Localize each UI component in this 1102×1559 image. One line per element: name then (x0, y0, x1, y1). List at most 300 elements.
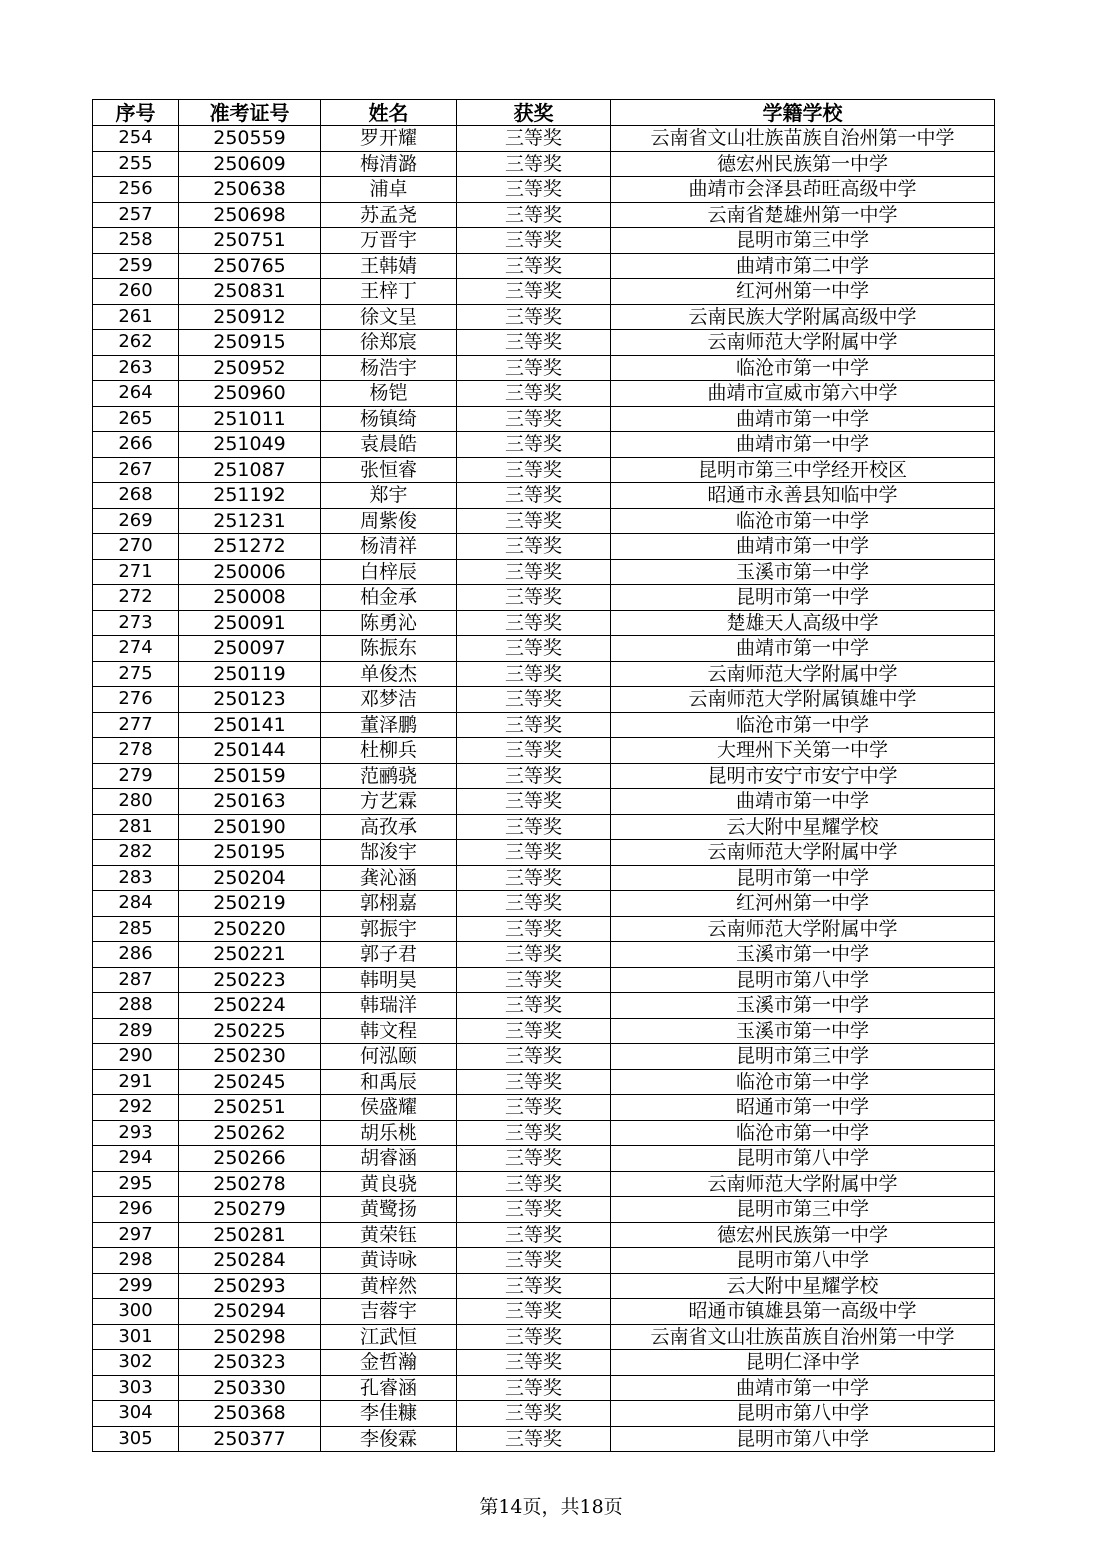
cell-award: 三等奖 (457, 406, 611, 432)
cell-exam-id: 250609 (179, 151, 321, 177)
cell-name: 郭振宇 (321, 916, 457, 942)
cell-seq: 269 (93, 508, 179, 534)
cell-name: 梅清潞 (321, 151, 457, 177)
table-row (93, 432, 995, 458)
table-row (93, 1299, 995, 1325)
table-row (93, 355, 995, 381)
cell-seq: 258 (93, 228, 179, 254)
cell-name: 吉蓉宇 (321, 1299, 457, 1325)
table-row (93, 891, 995, 917)
table-row (93, 1375, 995, 1401)
cell-school: 红河州第一中学 (611, 891, 995, 917)
table-row (93, 559, 995, 585)
table-row (93, 661, 995, 687)
table-row (93, 763, 995, 789)
cell-name: 董泽鹏 (321, 712, 457, 738)
cell-name: 周紫俊 (321, 508, 457, 534)
cell-exam-id: 250141 (179, 712, 321, 738)
table-row (93, 228, 995, 254)
table-row (93, 406, 995, 432)
cell-award: 三等奖 (457, 1171, 611, 1197)
cell-seq: 300 (93, 1299, 179, 1325)
header-school: 学籍学校 (611, 100, 995, 126)
table-row (93, 483, 995, 509)
cell-name: 范鹂骁 (321, 763, 457, 789)
cell-name: 柏金承 (321, 585, 457, 611)
cell-award: 三等奖 (457, 330, 611, 356)
cell-seq: 270 (93, 534, 179, 560)
cell-exam-id: 250294 (179, 1299, 321, 1325)
cell-exam-id: 250097 (179, 636, 321, 662)
cell-name: 黄荣钰 (321, 1222, 457, 1248)
cell-seq: 267 (93, 457, 179, 483)
table-row (93, 304, 995, 330)
cell-award: 三等奖 (457, 942, 611, 968)
cell-exam-id: 250195 (179, 840, 321, 866)
cell-school: 曲靖市第一中学 (611, 636, 995, 662)
cell-name: 李俊霖 (321, 1426, 457, 1452)
cell-exam-id: 250225 (179, 1018, 321, 1044)
cell-school: 昆明市第三中学 (611, 1197, 995, 1223)
table-row (93, 687, 995, 713)
cell-award: 三等奖 (457, 1375, 611, 1401)
cell-school: 昭通市第一中学 (611, 1095, 995, 1121)
cell-school: 曲靖市第一中学 (611, 432, 995, 458)
cell-name: 浦卓 (321, 177, 457, 203)
cell-exam-id: 250952 (179, 355, 321, 381)
cell-award: 三等奖 (457, 1197, 611, 1223)
cell-exam-id: 250144 (179, 738, 321, 764)
cell-seq: 280 (93, 789, 179, 815)
cell-exam-id: 250698 (179, 202, 321, 228)
cell-award: 三等奖 (457, 1146, 611, 1172)
cell-school: 临沧市第一中学 (611, 508, 995, 534)
cell-school: 昆明市第一中学 (611, 585, 995, 611)
cell-name: 黄诗咏 (321, 1248, 457, 1274)
cell-name: 黄鹭扬 (321, 1197, 457, 1223)
cell-school: 玉溪市第一中学 (611, 942, 995, 968)
cell-seq: 279 (93, 763, 179, 789)
cell-school: 临沧市第一中学 (611, 1069, 995, 1095)
cell-school: 云南师范大学附属中学 (611, 916, 995, 942)
table-row (93, 508, 995, 534)
cell-seq: 284 (93, 891, 179, 917)
table-row (93, 1401, 995, 1427)
cell-seq: 273 (93, 610, 179, 636)
table-row (93, 814, 995, 840)
cell-seq: 277 (93, 712, 179, 738)
table-row (93, 916, 995, 942)
cell-award: 三等奖 (457, 738, 611, 764)
cell-seq: 262 (93, 330, 179, 356)
cell-award: 三等奖 (457, 355, 611, 381)
cell-exam-id: 250293 (179, 1273, 321, 1299)
cell-exam-id: 251272 (179, 534, 321, 560)
cell-award: 三等奖 (457, 789, 611, 815)
cell-exam-id: 250330 (179, 1375, 321, 1401)
table-row (93, 381, 995, 407)
cell-seq: 304 (93, 1401, 179, 1427)
cell-award: 三等奖 (457, 610, 611, 636)
cell-seq: 299 (93, 1273, 179, 1299)
table-row (93, 202, 995, 228)
cell-award: 三等奖 (457, 1222, 611, 1248)
cell-award: 三等奖 (457, 814, 611, 840)
table-row (93, 457, 995, 483)
cell-school: 昆明市安宁市安宁中学 (611, 763, 995, 789)
cell-seq: 259 (93, 253, 179, 279)
cell-seq: 256 (93, 177, 179, 203)
cell-seq: 255 (93, 151, 179, 177)
cell-school: 德宏州民族第一中学 (611, 151, 995, 177)
cell-exam-id: 250119 (179, 661, 321, 687)
table-row (93, 253, 995, 279)
cell-name: 郜浚宇 (321, 840, 457, 866)
cell-seq: 271 (93, 559, 179, 585)
cell-school: 云南省文山壮族苗族自治州第一中学 (611, 126, 995, 152)
cell-award: 三等奖 (457, 151, 611, 177)
cell-name: 龚沁涵 (321, 865, 457, 891)
table-row (93, 993, 995, 1019)
table-row (93, 738, 995, 764)
cell-name: 袁晨皓 (321, 432, 457, 458)
table-row (93, 1069, 995, 1095)
cell-award: 三等奖 (457, 1426, 611, 1452)
table-row (93, 1044, 995, 1070)
cell-school: 昆明市第八中学 (611, 967, 995, 993)
table-row (93, 1171, 995, 1197)
cell-name: 苏孟尧 (321, 202, 457, 228)
table-header-row (93, 100, 995, 126)
cell-exam-id: 250638 (179, 177, 321, 203)
table-row (93, 1095, 995, 1121)
cell-school: 曲靖市宣威市第六中学 (611, 381, 995, 407)
cell-award: 三等奖 (457, 763, 611, 789)
cell-name: 郑宇 (321, 483, 457, 509)
cell-name: 杨铠 (321, 381, 457, 407)
table-row (93, 151, 995, 177)
cell-school: 曲靖市第一中学 (611, 534, 995, 560)
cell-exam-id: 250298 (179, 1324, 321, 1350)
cell-name: 杨清祥 (321, 534, 457, 560)
cell-award: 三等奖 (457, 865, 611, 891)
cell-exam-id: 250221 (179, 942, 321, 968)
cell-award: 三等奖 (457, 891, 611, 917)
cell-seq: 295 (93, 1171, 179, 1197)
cell-award: 三等奖 (457, 687, 611, 713)
table-row (93, 840, 995, 866)
cell-name: 侯盛耀 (321, 1095, 457, 1121)
cell-award: 三等奖 (457, 1350, 611, 1376)
cell-award: 三等奖 (457, 636, 611, 662)
cell-name: 王梓丁 (321, 279, 457, 305)
cell-award: 三等奖 (457, 253, 611, 279)
cell-exam-id: 250220 (179, 916, 321, 942)
cell-award: 三等奖 (457, 967, 611, 993)
cell-name: 韩文程 (321, 1018, 457, 1044)
cell-seq: 257 (93, 202, 179, 228)
cell-award: 三等奖 (457, 279, 611, 305)
cell-exam-id: 250831 (179, 279, 321, 305)
cell-exam-id: 251192 (179, 483, 321, 509)
header-award: 获奖 (457, 100, 611, 126)
cell-seq: 302 (93, 1350, 179, 1376)
table-row (93, 177, 995, 203)
table-row (93, 636, 995, 662)
cell-name: 徐郑宸 (321, 330, 457, 356)
cell-school: 曲靖市第一中学 (611, 789, 995, 815)
cell-name: 杨浩宇 (321, 355, 457, 381)
cell-award: 三等奖 (457, 1401, 611, 1427)
cell-seq: 285 (93, 916, 179, 942)
cell-name: 张恒睿 (321, 457, 457, 483)
cell-exam-id: 250281 (179, 1222, 321, 1248)
cell-school: 曲靖市第一中学 (611, 406, 995, 432)
header-seq: 序号 (93, 100, 179, 126)
table-row (93, 279, 995, 305)
cell-name: 黄梓然 (321, 1273, 457, 1299)
cell-school: 曲靖市会泽县茚旺高级中学 (611, 177, 995, 203)
cell-school: 玉溪市第一中学 (611, 993, 995, 1019)
cell-school: 昭通市永善县知临中学 (611, 483, 995, 509)
cell-school: 云南师范大学附属中学 (611, 661, 995, 687)
cell-exam-id: 250912 (179, 304, 321, 330)
cell-award: 三等奖 (457, 1273, 611, 1299)
table-row (93, 534, 995, 560)
cell-seq: 290 (93, 1044, 179, 1070)
cell-seq: 297 (93, 1222, 179, 1248)
cell-award: 三等奖 (457, 1120, 611, 1146)
cell-school: 昭通市镇雄县第一高级中学 (611, 1299, 995, 1325)
cell-seq: 274 (93, 636, 179, 662)
table-row (93, 1273, 995, 1299)
cell-award: 三等奖 (457, 508, 611, 534)
cell-name: 李佳糠 (321, 1401, 457, 1427)
cell-name: 胡睿涵 (321, 1146, 457, 1172)
cell-name: 杜柳兵 (321, 738, 457, 764)
table-row (93, 126, 995, 152)
cell-exam-id: 250279 (179, 1197, 321, 1223)
cell-name: 陈勇沁 (321, 610, 457, 636)
cell-seq: 288 (93, 993, 179, 1019)
cell-name: 郭栩嘉 (321, 891, 457, 917)
cell-seq: 264 (93, 381, 179, 407)
cell-name: 陈振东 (321, 636, 457, 662)
cell-exam-id: 250008 (179, 585, 321, 611)
cell-exam-id: 251049 (179, 432, 321, 458)
cell-name: 白梓辰 (321, 559, 457, 585)
cell-exam-id: 250751 (179, 228, 321, 254)
cell-seq: 265 (93, 406, 179, 432)
cell-seq: 303 (93, 1375, 179, 1401)
cell-name: 徐文呈 (321, 304, 457, 330)
cell-school: 昆明市第三中学 (611, 228, 995, 254)
cell-school: 德宏州民族第一中学 (611, 1222, 995, 1248)
cell-school: 曲靖市第一中学 (611, 1375, 995, 1401)
cell-seq: 282 (93, 840, 179, 866)
cell-school: 楚雄天人高级中学 (611, 610, 995, 636)
cell-exam-id: 250123 (179, 687, 321, 713)
cell-award: 三等奖 (457, 304, 611, 330)
table-row (93, 865, 995, 891)
cell-school: 云大附中星耀学校 (611, 814, 995, 840)
cell-name: 方艺霖 (321, 789, 457, 815)
cell-award: 三等奖 (457, 993, 611, 1019)
cell-name: 郭子君 (321, 942, 457, 968)
cell-school: 玉溪市第一中学 (611, 1018, 995, 1044)
cell-seq: 289 (93, 1018, 179, 1044)
cell-school: 昆明市第八中学 (611, 1146, 995, 1172)
table-row (93, 610, 995, 636)
cell-school: 云大附中星耀学校 (611, 1273, 995, 1299)
cell-award: 三等奖 (457, 177, 611, 203)
table-row (93, 1350, 995, 1376)
cell-exam-id: 250377 (179, 1426, 321, 1452)
cell-exam-id: 251087 (179, 457, 321, 483)
cell-school: 大理州下关第一中学 (611, 738, 995, 764)
cell-school: 云南师范大学附属中学 (611, 840, 995, 866)
table-row (93, 1248, 995, 1274)
cell-seq: 276 (93, 687, 179, 713)
cell-award: 三等奖 (457, 202, 611, 228)
table-row (93, 1018, 995, 1044)
cell-exam-id: 250251 (179, 1095, 321, 1121)
table-row (93, 330, 995, 356)
cell-exam-id: 250245 (179, 1069, 321, 1095)
cell-school: 临沧市第一中学 (611, 712, 995, 738)
cell-seq: 305 (93, 1426, 179, 1452)
cell-school: 红河州第一中学 (611, 279, 995, 305)
table-row (93, 1120, 995, 1146)
cell-school: 云南师范大学附属中学 (611, 1171, 995, 1197)
cell-award: 三等奖 (457, 840, 611, 866)
table-row (93, 789, 995, 815)
table-row (93, 1324, 995, 1350)
cell-school: 云南民族大学附属高级中学 (611, 304, 995, 330)
cell-award: 三等奖 (457, 1018, 611, 1044)
cell-award: 三等奖 (457, 559, 611, 585)
cell-school: 昆明市第八中学 (611, 1248, 995, 1274)
cell-award: 三等奖 (457, 1248, 611, 1274)
cell-seq: 268 (93, 483, 179, 509)
cell-award: 三等奖 (457, 1069, 611, 1095)
cell-seq: 286 (93, 942, 179, 968)
cell-award: 三等奖 (457, 534, 611, 560)
cell-seq: 278 (93, 738, 179, 764)
header-name: 姓名 (321, 100, 457, 126)
cell-school: 云南省文山壮族苗族自治州第一中学 (611, 1324, 995, 1350)
cell-name: 江武恒 (321, 1324, 457, 1350)
cell-exam-id: 250190 (179, 814, 321, 840)
cell-seq: 293 (93, 1120, 179, 1146)
cell-name: 王韩婧 (321, 253, 457, 279)
cell-school: 昆明市第三中学 (611, 1044, 995, 1070)
cell-exam-id: 250960 (179, 381, 321, 407)
cell-exam-id: 250266 (179, 1146, 321, 1172)
cell-award: 三等奖 (457, 916, 611, 942)
cell-name: 黄良骁 (321, 1171, 457, 1197)
cell-seq: 294 (93, 1146, 179, 1172)
cell-exam-id: 250163 (179, 789, 321, 815)
cell-school: 曲靖市第二中学 (611, 253, 995, 279)
cell-name: 万晋宇 (321, 228, 457, 254)
cell-exam-id: 251011 (179, 406, 321, 432)
cell-school: 云南师范大学附属镇雄中学 (611, 687, 995, 713)
cell-name: 金哲瀚 (321, 1350, 457, 1376)
cell-name: 高孜承 (321, 814, 457, 840)
cell-seq: 287 (93, 967, 179, 993)
cell-seq: 301 (93, 1324, 179, 1350)
cell-name: 单俊杰 (321, 661, 457, 687)
cell-seq: 260 (93, 279, 179, 305)
cell-seq: 291 (93, 1069, 179, 1095)
cell-exam-id: 250006 (179, 559, 321, 585)
cell-exam-id: 250159 (179, 763, 321, 789)
cell-exam-id: 251231 (179, 508, 321, 534)
cell-award: 三等奖 (457, 457, 611, 483)
cell-school: 昆明仁泽中学 (611, 1350, 995, 1376)
cell-exam-id: 250219 (179, 891, 321, 917)
cell-exam-id: 250284 (179, 1248, 321, 1274)
cell-exam-id: 250223 (179, 967, 321, 993)
header-exam-id: 准考证号 (179, 100, 321, 126)
cell-exam-id: 250559 (179, 126, 321, 152)
cell-seq: 261 (93, 304, 179, 330)
table-row (93, 1222, 995, 1248)
cell-seq: 266 (93, 432, 179, 458)
cell-school: 云南师范大学附属中学 (611, 330, 995, 356)
cell-award: 三等奖 (457, 483, 611, 509)
cell-name: 孔睿涵 (321, 1375, 457, 1401)
cell-name: 何泓颐 (321, 1044, 457, 1070)
cell-seq: 275 (93, 661, 179, 687)
cell-school: 昆明市第八中学 (611, 1401, 995, 1427)
cell-exam-id: 250224 (179, 993, 321, 1019)
table-row (93, 942, 995, 968)
table-row (93, 585, 995, 611)
cell-exam-id: 250323 (179, 1350, 321, 1376)
page-number: 第14页，共18页 (479, 1496, 623, 1518)
cell-school: 临沧市第一中学 (611, 1120, 995, 1146)
cell-seq: 298 (93, 1248, 179, 1274)
table-row (93, 967, 995, 993)
cell-exam-id: 250765 (179, 253, 321, 279)
cell-exam-id: 250204 (179, 865, 321, 891)
table-row (93, 1426, 995, 1452)
cell-seq: 254 (93, 126, 179, 152)
cell-seq: 263 (93, 355, 179, 381)
cell-seq: 281 (93, 814, 179, 840)
cell-school: 昆明市第八中学 (611, 1426, 995, 1452)
cell-name: 邓梦洁 (321, 687, 457, 713)
cell-award: 三等奖 (457, 432, 611, 458)
cell-name: 罗开耀 (321, 126, 457, 152)
cell-name: 韩明昊 (321, 967, 457, 993)
cell-seq: 296 (93, 1197, 179, 1223)
cell-exam-id: 250368 (179, 1401, 321, 1427)
cell-award: 三等奖 (457, 126, 611, 152)
cell-school: 昆明市第一中学 (611, 865, 995, 891)
cell-school: 临沧市第一中学 (611, 355, 995, 381)
cell-award: 三等奖 (457, 1095, 611, 1121)
awards-table (92, 99, 995, 1452)
cell-award: 三等奖 (457, 381, 611, 407)
cell-exam-id: 250915 (179, 330, 321, 356)
cell-award: 三等奖 (457, 1299, 611, 1325)
cell-seq: 272 (93, 585, 179, 611)
cell-award: 三等奖 (457, 1044, 611, 1070)
cell-name: 胡乐桃 (321, 1120, 457, 1146)
